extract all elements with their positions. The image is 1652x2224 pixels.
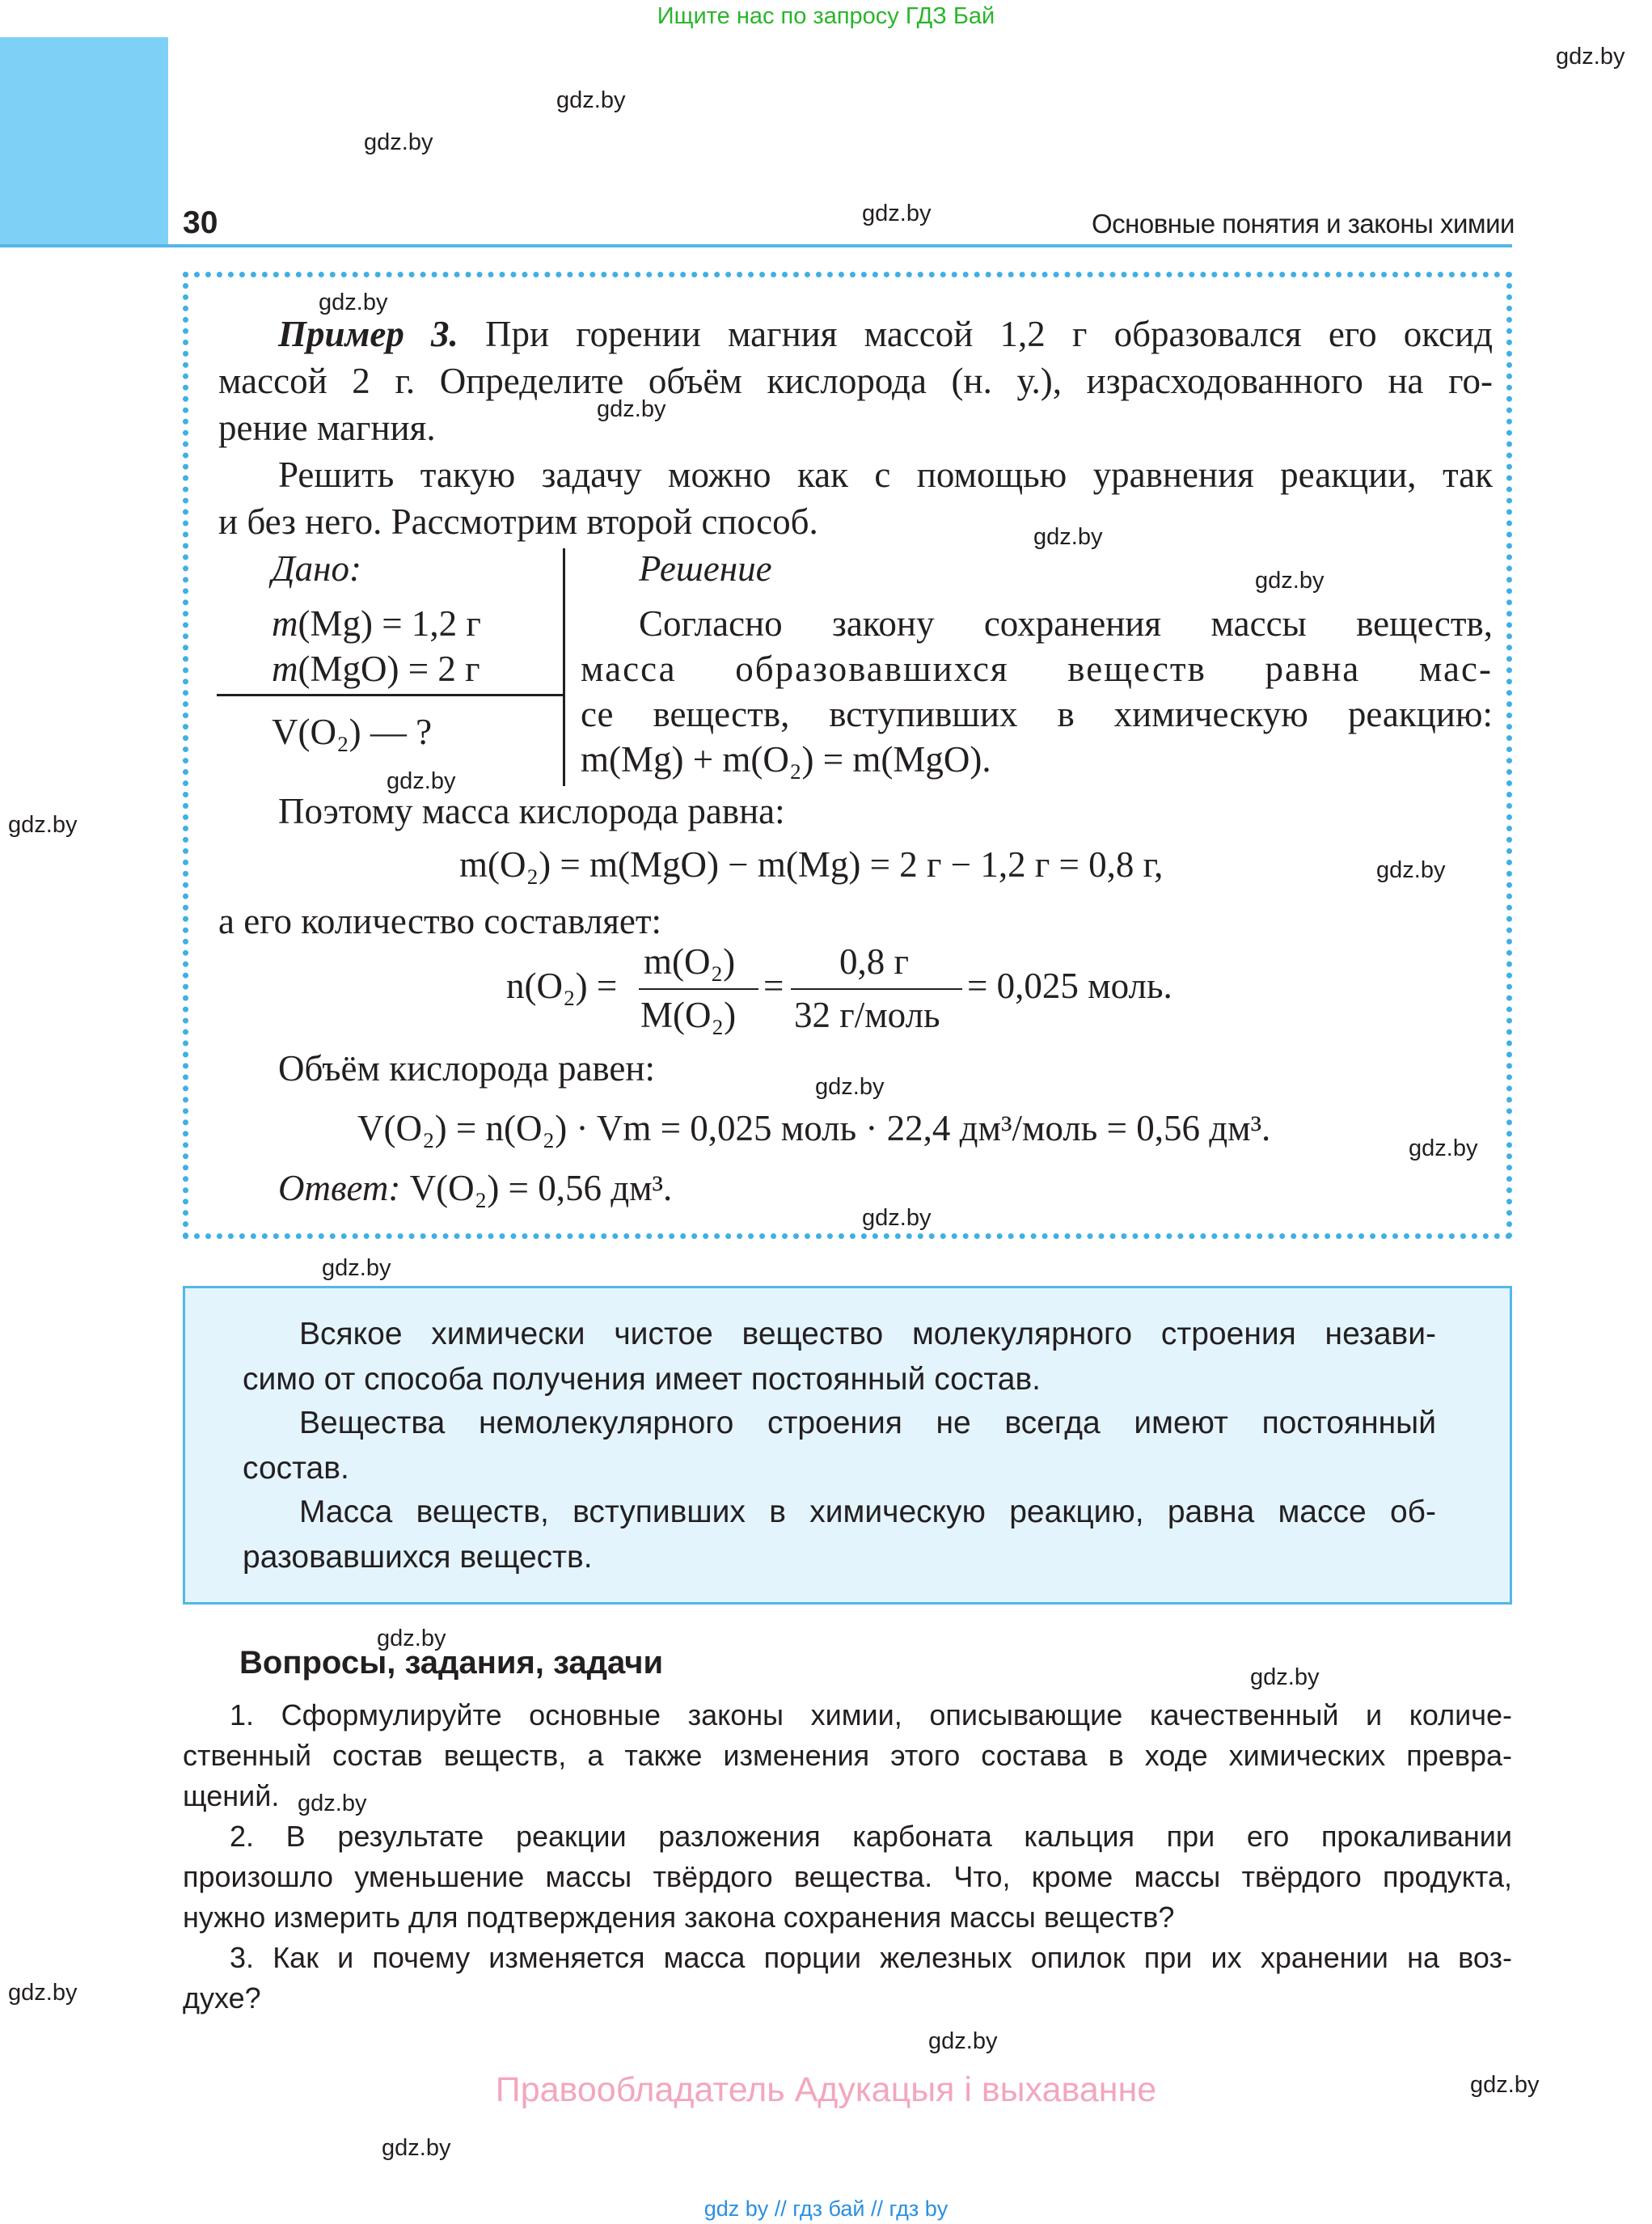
eq2-numerator-2: 0,8 г (839, 941, 909, 982)
given-divider-vertical (563, 548, 565, 786)
question-1-line-2: ственный состав веществ, а также изменения этого состава в ходе химических превра- (183, 1739, 1512, 1772)
bottom-links[interactable]: gdz by // гдз бай // гдз by (703, 2197, 949, 2221)
eq2-denominator-2: 32 г/моль (794, 995, 940, 1035)
watermark: gdz.by (815, 1074, 885, 1100)
rule-1-line-2: симо от способа получения имеет постоянный состав. (243, 1362, 1041, 1397)
watermark: gdz.by (1255, 568, 1325, 594)
watermark: gdz.by (1409, 1135, 1478, 1161)
equation-volume: V(O₂) = n(O₂) · Vm = 0,025 моль · 22,4 дм³/моль = 0,56 дм³. (357, 1108, 1271, 1148)
fraction-line-1 (639, 988, 758, 990)
header-color-block (0, 37, 168, 246)
watermark: gdz.by (322, 1255, 391, 1281)
question-3-line-1: 3. Как и почему изменяется масса порции железных опилок при их хранении на воз- (230, 1941, 1512, 1974)
watermark: gdz.by (1470, 2072, 1540, 2098)
example-line-4: Решить такую задачу можно как с помощью уравнения реакции, так (278, 455, 1493, 495)
question-2-line-3: нужно измерить для подтверждения закона сохранения массы веществ? (183, 1901, 1175, 1934)
text-amount: а его количество составляет: (218, 901, 662, 941)
watermark: gdz.by (382, 2135, 451, 2161)
solution-line-2: масса образовавшихся веществ равна мас- (581, 649, 1493, 689)
find-volume: V(O₂) — ? (272, 712, 433, 752)
solution-line-1: Согласно закону сохранения массы веществ, (639, 603, 1493, 644)
watermark: gdz.by (597, 396, 666, 422)
given-label: Дано: (272, 548, 361, 589)
watermark: gdz.by (1376, 857, 1446, 883)
eq2-denominator-1: M(O₂) (640, 995, 737, 1035)
watermark: gdz.by (387, 768, 456, 794)
given-mg: m(Mg) = 1,2 г (272, 603, 481, 644)
eq2-equals: = (763, 966, 784, 1006)
watermark: gdz.by (1250, 1664, 1320, 1690)
watermark: gdz.by (1556, 44, 1625, 70)
watermark: gdz.by (298, 1791, 367, 1816)
rule-2-line-2: состав. (243, 1451, 349, 1486)
watermark: gdz.by (8, 812, 78, 838)
watermark: gdz.by (862, 1205, 932, 1231)
answer-label: Ответ: (278, 1168, 401, 1208)
watermark: gdz.by (1033, 524, 1103, 550)
rule-3-line-1: Масса веществ, вступивших в химическую реакцию, равна массе об- (299, 1495, 1436, 1529)
top-search-link[interactable]: Ищите нас по запросу ГДЗ Бай (657, 3, 995, 29)
example-label: Пример 3. (278, 314, 458, 354)
rule-2-line-1: Вещества немолекулярного строения не всегда имеют постоянный (299, 1406, 1436, 1440)
page-number: 30 (183, 205, 218, 240)
question-1-line-1: 1. Сформулируйте основные законы химии, описывающие качественный и количе- (230, 1698, 1512, 1731)
running-title: Основные понятия и законы химии (1092, 209, 1515, 239)
answer (278, 1165, 672, 1211)
solution-line-4: m(Mg) + m(O₂) = m(MgO). (581, 739, 991, 780)
eq2-left: n(O₂) = (506, 966, 618, 1006)
example-line-2: массой 2 г. Определите объём кислорода (н. у.), израсходованного на го- (218, 361, 1493, 401)
solution-label: Решение (639, 548, 772, 589)
example-line-1: Пример 3. При горении магния массой 1,2 г образовался его оксид (278, 314, 1494, 354)
text-mass: Поэтому масса кислорода равна: (278, 791, 785, 831)
question-3-line-2: духе? (183, 1981, 261, 2015)
example-line-3: рение магния. (218, 408, 436, 448)
solution-line-3: се веществ, вступивших в химическую реакцию: (581, 694, 1493, 734)
question-2-line-1: 2. В результате реакции разложения карбоната кальция при его прокаливании (230, 1820, 1512, 1853)
eq2-numerator-1: m(O₂) (644, 941, 736, 982)
text-volume: Объём кислорода равен: (278, 1048, 655, 1089)
rule-3-line-2: разовавшихся веществ. (243, 1540, 593, 1575)
given-divider-horizontal (217, 694, 563, 696)
eq2-right: = 0,025 моль. (967, 966, 1172, 1006)
question-2-line-2: произошло уменьшение массы твёрдого вещества. Что, кроме массы твёрдого продукта, (183, 1860, 1512, 1893)
equation-mass: m(O₂) = m(MgO) − m(Mg) = 2 г − 1,2 г = 0,8 г, (459, 844, 1164, 885)
copyright-notice: Правообладатель Адукацыя і выхаванне (495, 2070, 1157, 2109)
example-line-5: и без него. Рассмотрим второй способ. (218, 501, 818, 542)
watermark: gdz.by (364, 129, 433, 155)
rule-1-line-1: Всякое химически чистое вещество молекулярного строения незави- (299, 1317, 1436, 1351)
watermark: gdz.by (928, 2028, 998, 2054)
questions-title: Вопросы, задания, задачи (239, 1645, 664, 1681)
watermark: gdz.by (8, 1980, 78, 2006)
watermark: gdz.by (556, 87, 626, 113)
watermark: gdz.by (319, 290, 388, 315)
watermark: gdz.by (377, 1626, 446, 1651)
fraction-line-2 (791, 988, 962, 990)
watermark: gdz.by (862, 201, 932, 226)
question-1-line-3: щений. (183, 1779, 280, 1812)
header-rule (0, 244, 1512, 247)
answer-value: V(O₂) = 0,56 дм³. (409, 1168, 673, 1208)
given-mgo: m(MgO) = 2 г (272, 649, 480, 689)
